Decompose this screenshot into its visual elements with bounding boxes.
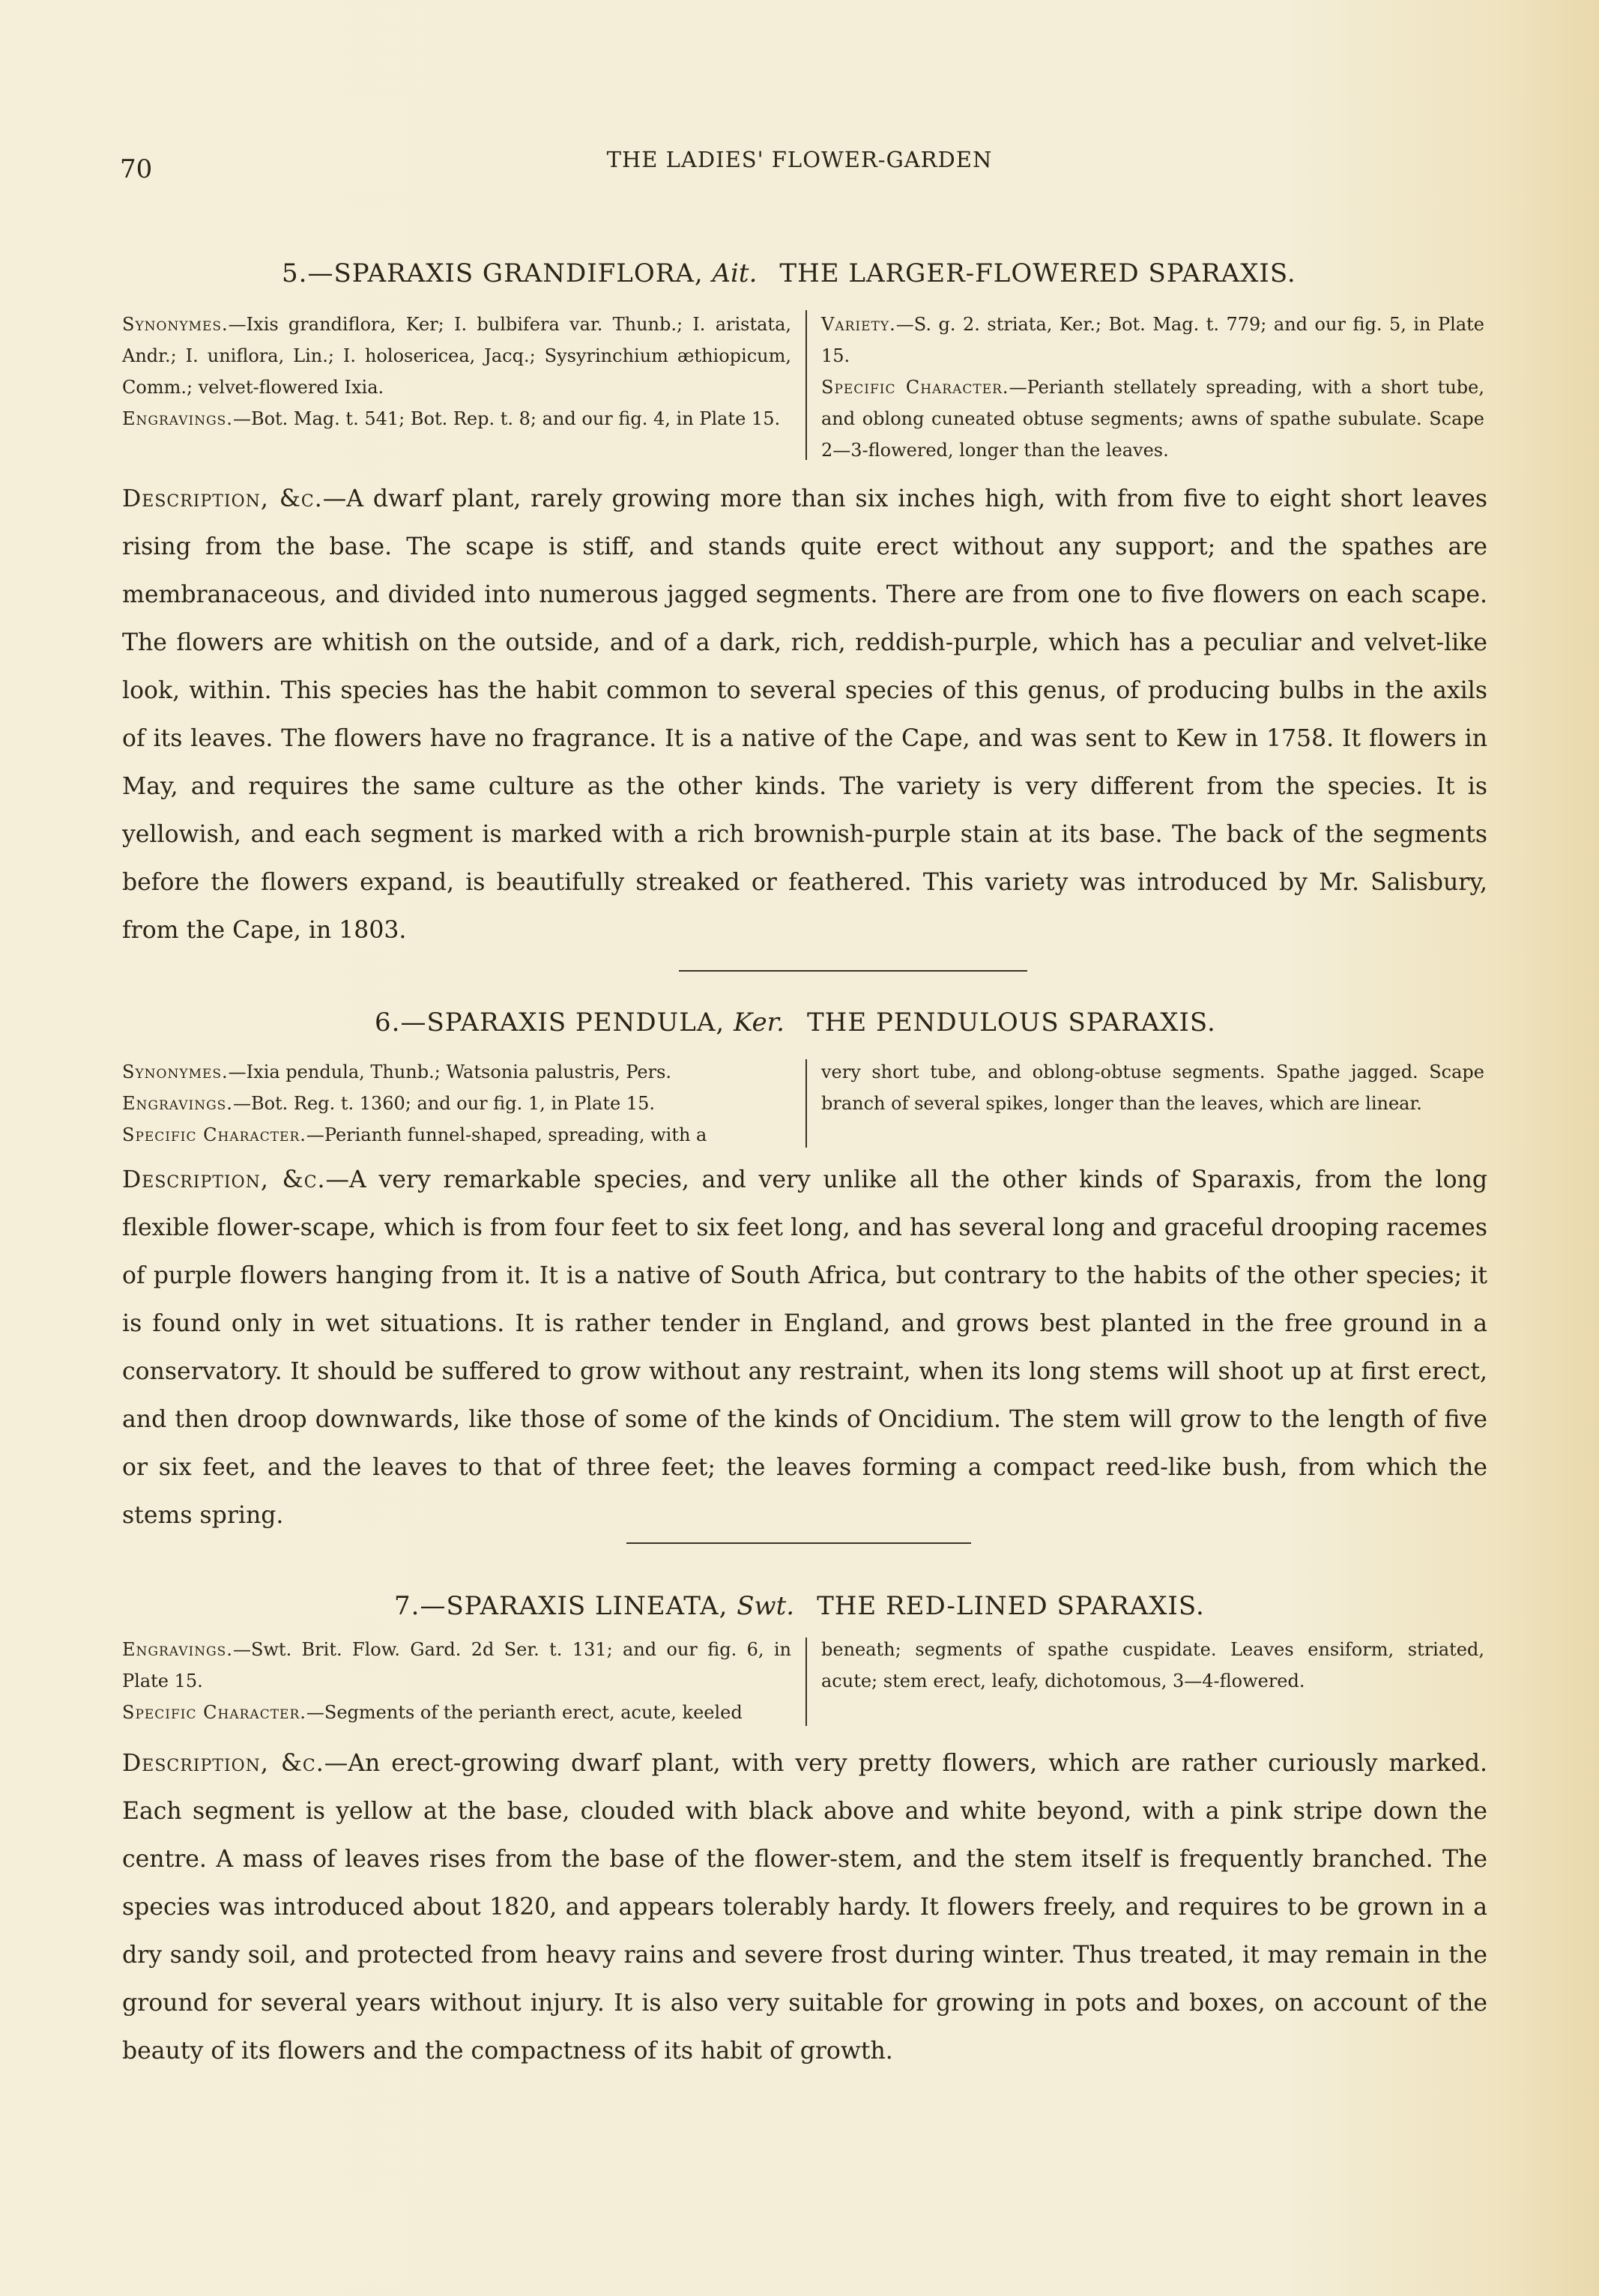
species-5-synonymes: Synonymes.—Ixis grandiflora, Ker; I. bulbifera var. Thunb.; I. aristata, Andr.; I. uniflora, Lin.; I. holosericea, Jacq.; Sysyrinchium æthiopicum, Comm.; velvet-flowered Ixia. [122, 314, 791, 398]
species-5-description [122, 475, 1487, 954]
species-7-description-text: —An erect-growing dwarf plant, with very pretty flowers, which are rather curiously marked. Each segment is yellow at the base, clouded with black above and white beyond, with a pink stripe down the centre. A mass of leaves rises from the base of the flower-stem, and the stem itself is frequently branched. The species was introduced about 1820, and appears tolerably hardy. It flowers freely, and requires to be grown in a dry sandy soil, and protected from heavy rains and severe frost during winter. Thus treated, it may remain in the ground for several years without injury. It is also very suitable for growing in pots and boxes, on account of the beauty of its flowers and the compactness of its habit of growth. [122, 1750, 1488, 2065]
species-5-common-name: THE LARGER-FLOWERED SPARAXIS. [779, 258, 1296, 288]
species-6-title: 6.—SPARAXIS PENDULA, [375, 1008, 734, 1038]
species-7-title: 7.—SPARAXIS LINEATA, [394, 1591, 737, 1621]
species-6-heading [375, 1008, 1216, 1038]
page-number: 70 [120, 154, 153, 184]
section-divider [626, 1542, 971, 1544]
running-head: THE LADIES' FLOWER-GARDEN [606, 147, 993, 172]
species-7-engravings: Engravings.—Swt. Brit. Flow. Gard. 2d Ser. t. 131; and our fig. 6, in Plate 15. [122, 1639, 791, 1691]
species-7-right-notes [821, 1634, 1484, 1697]
species-7-common-name: THE RED-LINED SPARAXIS. [817, 1591, 1205, 1621]
species-5-specific-character: Specific Character.—Perianth stellately spreading, with a short tube, and oblong cuneated obtuse segments; awns of spathe subulate. Scape 2—3-flowered, longer than the leaves. [821, 377, 1484, 461]
species-5-left-notes [122, 309, 791, 434]
species-5-heading [282, 258, 1296, 288]
species-6-author: Ker. [734, 1008, 785, 1038]
species-6-specific-character: Specific Character.—Perianth funnel-shaped, spreading, with a [122, 1124, 707, 1145]
species-6-description [122, 1156, 1487, 1539]
species-7-author: Swt. [737, 1591, 795, 1621]
species-5-variety: Variety.—S. g. 2. striata, Ker.; Bot. Mag. t. 779; and our fig. 5, in Plate 15. [821, 314, 1484, 366]
species-6-description-label: Description, &c. [122, 1166, 326, 1193]
species-6-right-notes [821, 1056, 1484, 1119]
column-divider [805, 1638, 807, 1726]
column-divider [805, 310, 807, 460]
species-7-description [122, 1739, 1487, 2075]
species-5-author: Ait. [712, 258, 758, 288]
species-5-engravings: Engravings.—Bot. Mag. t. 541; Bot. Rep. t. 8; and our fig. 4, in Plate 15. [122, 408, 781, 429]
species-5-description-text: —A dwarf plant, rarely growing more than six inches high, with from five to eight short leaves rising from the base. The scape is stiff, and stands quite erect without any support; and the spathes are membranaceous, and divided into numerous jagged segments. There are from one to five flowers on each scape. The flowers are whitish on the outside, and of a dark, rich, reddish-purple, which has a peculiar and velvet-like look, within. This species has the habit common to several species of this genus, of producing bulbs in the axils of its leaves. The flowers have no fragrance. It is a native of the Cape, and was sent to Kew in 1758. It flowers in May, and requires the same culture as the other kinds. The variety is very different from the species. It is yellowish, and each segment is marked with a rich brownish-purple stain at its base. The back of the segments before the flowers expand, is beautifully streaked or feathered. This variety was introduced by Mr. Salisbury, from the Cape, in 1803. [122, 485, 1487, 944]
species-5-right-notes [821, 309, 1484, 466]
species-7-description-label: Description, &c. [122, 1750, 324, 1777]
section-divider [679, 970, 1027, 972]
species-5-description-label: Description, &c. [122, 485, 323, 512]
species-6-common-name: THE PENDULOUS SPARAXIS. [806, 1008, 1216, 1038]
species-7-specific-character-cont: beneath; segments of spathe cuspidate. Leaves ensiform, striated, acute; stem erect, leafy, dichotomous, 3—4-flowered. [821, 1639, 1484, 1691]
column-divider [805, 1059, 807, 1148]
species-6-left-notes [122, 1056, 791, 1151]
species-6-engravings: Engravings.—Bot. Reg. t. 1360; and our fig. 1, in Plate 15. [122, 1093, 655, 1114]
species-7-heading [394, 1591, 1205, 1621]
species-7-left-notes [122, 1634, 791, 1728]
species-6-description-text: —A very remarkable species, and very unlike all the other kinds of Sparaxis, from the long flexible flower-scape, which is from four feet to six feet long, and has several long and graceful drooping racemes of purple flowers hanging from it. It is a native of South Africa, but contrary to the habits of the other species; it is found only in wet situations. It is rather tender in England, and grows best planted in the free ground in a conservatory. It should be suffered to grow without any restraint, when its long stems will shoot up at first erect, and then droop downwards, like those of some of the kinds of Oncidium. The stem will grow to the length of five or six feet, and the leaves to that of three feet; the leaves forming a compact reed-like bush, from which the stems spring. [122, 1166, 1487, 1529]
species-6-specific-character-cont: very short tube, and oblong-obtuse segments. Spathe jagged. Scape branch of several spikes, longer than the leaves, which are linear. [821, 1061, 1484, 1114]
species-7-specific-character: Specific Character.—Segments of the perianth erect, acute, keeled [122, 1702, 743, 1723]
species-6-synonymes: Synonymes.—Ixia pendula, Thunb.; Watsonia palustris, Pers. [122, 1061, 672, 1082]
species-5-title: 5.—SPARAXIS GRANDIFLORA, [282, 258, 713, 288]
